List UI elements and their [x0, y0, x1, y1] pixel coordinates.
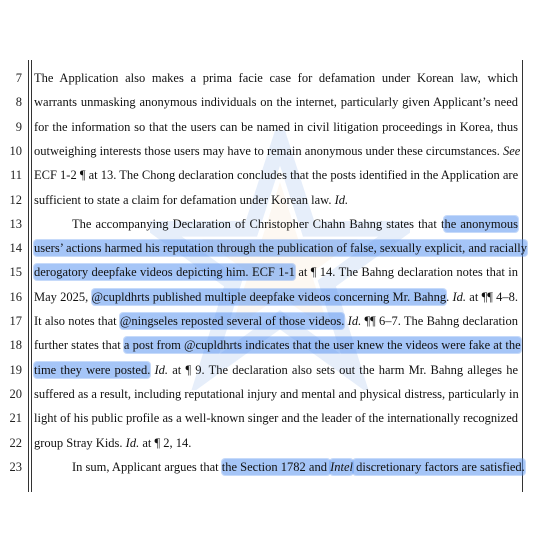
- text-segment: at ¶ 9. The declaration also sets out the harm Mr. Bahng alleges he: [168, 362, 518, 377]
- text-line: [34, 459, 525, 475]
- line-number: 10: [9, 143, 22, 158]
- text-line: [34, 289, 518, 305]
- text-segment: In sum, Applicant argues that: [72, 459, 222, 474]
- line-number: 17: [9, 314, 22, 328]
- text-line: [34, 264, 518, 280]
- text-line: [34, 70, 518, 86]
- text-segment: outweighing interests those users may have to remain anonymous under these circumstances.: [34, 143, 503, 158]
- text-line: [34, 143, 521, 159]
- text-segment: The accompanying Declaration of Christopher Chahn Bahng states that t: [72, 216, 445, 231]
- line-number: 14: [9, 241, 22, 256]
- text-line: [34, 410, 518, 426]
- text-segment: It also notes that: [34, 314, 120, 328]
- text-line: [34, 313, 518, 329]
- text-segment: Id.: [125, 435, 140, 450]
- line-number: 15: [9, 265, 22, 280]
- text-segment: Id.: [154, 362, 169, 377]
- margin-rule-left-inner: [31, 60, 32, 492]
- text-line: [34, 192, 518, 208]
- text-segment: Id.: [334, 192, 349, 207]
- text-segment: Id.: [347, 314, 362, 328]
- line-number: 18: [9, 338, 22, 353]
- highlighted-text: he anonymous: [444, 216, 518, 231]
- text-line: [34, 119, 518, 135]
- highlighted-text: discretionary factors are satisfied.: [353, 459, 525, 474]
- text-segment: light of his public profile as a well-known singer and the leader of the internationally recognized: [34, 411, 518, 426]
- line-number: 20: [9, 386, 22, 401]
- line-number: 11: [9, 168, 22, 183]
- highlighted-text: @ningseles reposted several of those videos.: [119, 314, 345, 328]
- highlighted-text: derogatory deepfake videos depicting him. ECF 1-1: [34, 265, 295, 280]
- text-line: [34, 362, 518, 378]
- margin-rule-right: [522, 60, 523, 492]
- line-number: 22: [9, 435, 22, 450]
- text-line: [34, 94, 518, 110]
- line-number: 19: [9, 362, 22, 377]
- line-number: 21: [9, 411, 22, 426]
- text-segment: Id.: [452, 289, 467, 304]
- text-segment: group Stray Kids.: [34, 435, 126, 450]
- line-number: 8: [15, 95, 22, 110]
- text-line: [34, 216, 518, 232]
- highlighted-text: @cupldhrts published multiple deepfake videos concerning Mr. Bahng: [91, 289, 447, 304]
- text-line: [34, 240, 528, 256]
- text-segment: suffered as a result, including reputational injury and mental and physical distress, particularly in: [34, 386, 519, 401]
- margin-rule-left-outer: [28, 60, 29, 492]
- line-number: 7: [15, 71, 22, 85]
- line-number: 13: [9, 216, 22, 231]
- text-segment: ¶¶ 6–7. The Bahng declaration: [361, 314, 518, 328]
- text-segment: See: [502, 143, 521, 158]
- text-segment: The Application also makes a prima facie case for defamation under Korean law, which: [34, 71, 518, 85]
- text-line: [34, 337, 521, 353]
- text-line: [34, 386, 518, 402]
- text-segment: for the information so that the users can be named in civil litigation proceedings in Korea, thus: [34, 119, 518, 134]
- highlighted-text: time they were posted.: [34, 362, 151, 377]
- highlighted-text: the Section 1782 and: [221, 459, 331, 474]
- text-segment: warrants unmasking anonymous individuals on the internet, particularly given Applicant’s need: [34, 95, 518, 110]
- text-line: [34, 435, 518, 451]
- text-segment: further states that: [34, 338, 124, 353]
- highlighted-text: a post from @cupldhrts indicates that the user knew the videos were fake at the: [123, 338, 521, 353]
- text-segment: May 2025,: [34, 289, 92, 304]
- line-number: 16: [9, 289, 22, 304]
- highlighted-text: users’ actions harmed his reputation through the publication of false, sexually explicit, and racially: [34, 241, 528, 256]
- line-number: 23: [9, 459, 22, 474]
- text-line: [34, 167, 518, 183]
- line-number: 12: [9, 192, 22, 207]
- text-segment: ECF 1-2 ¶ at 13. The Chong declaration concludes that the posts identified in the Application are: [34, 168, 519, 183]
- line-number: 9: [15, 119, 22, 134]
- highlighted-text: Intel: [330, 459, 353, 474]
- text-segment: .: [446, 289, 453, 304]
- text-segment: sufficient to state a claim for defamation under Korean law.: [34, 192, 335, 207]
- text-segment: at ¶¶ 4–8.: [466, 289, 519, 304]
- text-segment: at ¶ 14. The Bahng declaration notes that in: [294, 265, 518, 280]
- text-segment: at ¶ 2, 14.: [139, 435, 192, 450]
